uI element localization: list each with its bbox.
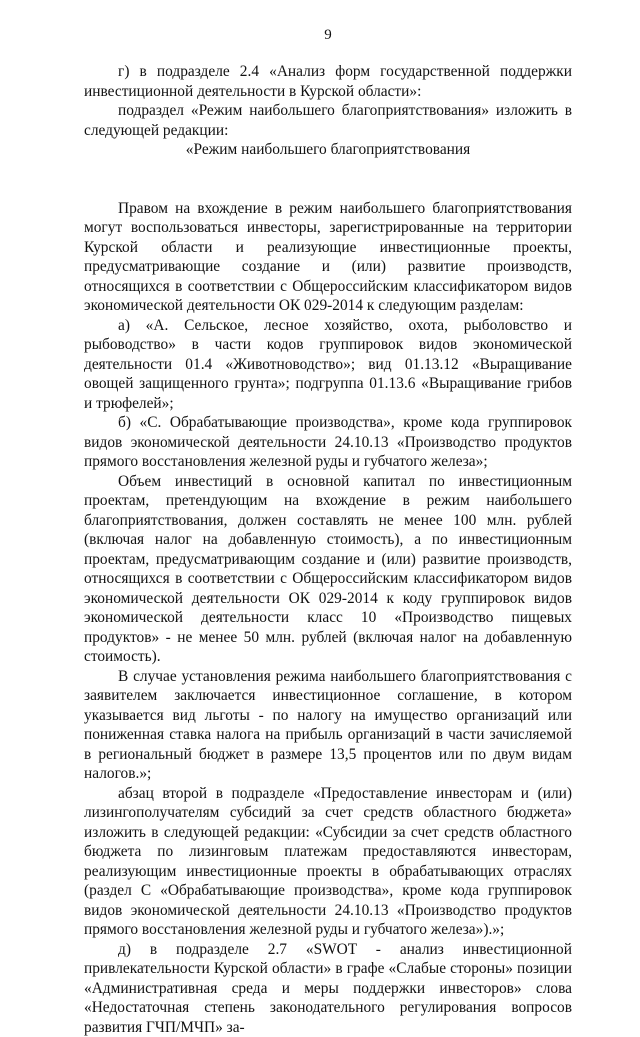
paragraph-subsection-d: д) в подразделе 2.7 «SWOT - анализ инвестиционной привлекательности Курской области» в графе «Слабые стороны» позиции «Административная среда и меры поддержки инвесторов» слова «Недостаточная степень законодательного регулирования вопросов развития ГЧП/МЧП» за- [84,940,572,1037]
page-number: 9 [84,26,572,44]
paragraph-item-b: б) «С. Обрабатывающие производства», кроме кода группировок видов экономической деятельности 24.10.13 «Производство продуктов прямого восстановления железной руды и губчатого железа»; [84,413,572,472]
section-heading: «Режим наибольшего благоприятствования [84,140,572,160]
paragraph-subsection-g: г) в подразделе 2.4 «Анализ форм государственной поддержки инвестиционной деятельности в Курской области»: [84,62,572,101]
paragraph-subsidies: абзац второй в подразделе «Предоставление инвесторам и (или) лизингополучателям субсидий за счет средств областного бюджета» изложить в следующей редакции: «Субсидии за счет средств областного бюджета по лизинговым платежам предоставляются инвесторам, реализующим инвестиционные проекты в обрабатывающих отраслях (раздел С «Обрабатывающие производства», кроме кода группировок видов экономической деятельности 24.10.13 «Производство продуктов прямого восстановления железной руды и губчатого железа»).»; [84,784,572,940]
paragraph-agreement: В случае установления режима наибольшего благоприятствования с заявителем заключается инвестиционное соглашение, в котором указывается вид льготы - по налогу на имущество организаций или пониженная ставка налога на прибыль организаций в части зачисляемой в региональный бюджет в размере 13,5 процентов или по двум видам налогов.»; [84,667,572,784]
spacer [84,179,572,199]
paragraph-edit-instruction: подраздел «Режим наибольшего благоприятствования» изложить в следующей редакции: [84,101,572,140]
paragraph-investment-volume: Объем инвестиций в основной капитал по инвестиционным проектам, претендующим на вхождение в режим наибольшего благоприятствования, должен составлять не менее 100 млн. рублей (включая налог на добавленную стоимость), а по инвестиционным проектам, предусматривающим создание и (или) развитие производств, относящихся в соответствии с Общероссийским классификатором видов экономической деятельности ОК 029-2014 к коду группировок видов экономической деятельности класс 10 «Производство пищевых продуктов» - не менее 50 млн. рублей (включая налог на добавленную стоимость). [84,472,572,667]
paragraph-item-a: а) «А. Сельское, лесное хозяйство, охота, рыболовство и рыбоводство» в части кодов группировок видов экономической деятельности 01.4 «Животноводство»; вид 01.13.12 «Выращивание овощей защищенного грунта»; подгруппа 01.13.6 «Выращивание грибов и трюфелей»; [84,316,572,414]
paragraph-eligibility: Правом на вхождение в режим наибольшего благоприятствования могут воспользоваться инвесторы, зарегистрированные на территории Курской области и реализующие инвестиционные проекты, предусматривающие создание и (или) развитие производств, относящихся в соответствии с Общероссийским классификатором видов экономической деятельности ОК 029-2014 к следующим разделам: [84,199,572,316]
document-page [84,26,572,1037]
